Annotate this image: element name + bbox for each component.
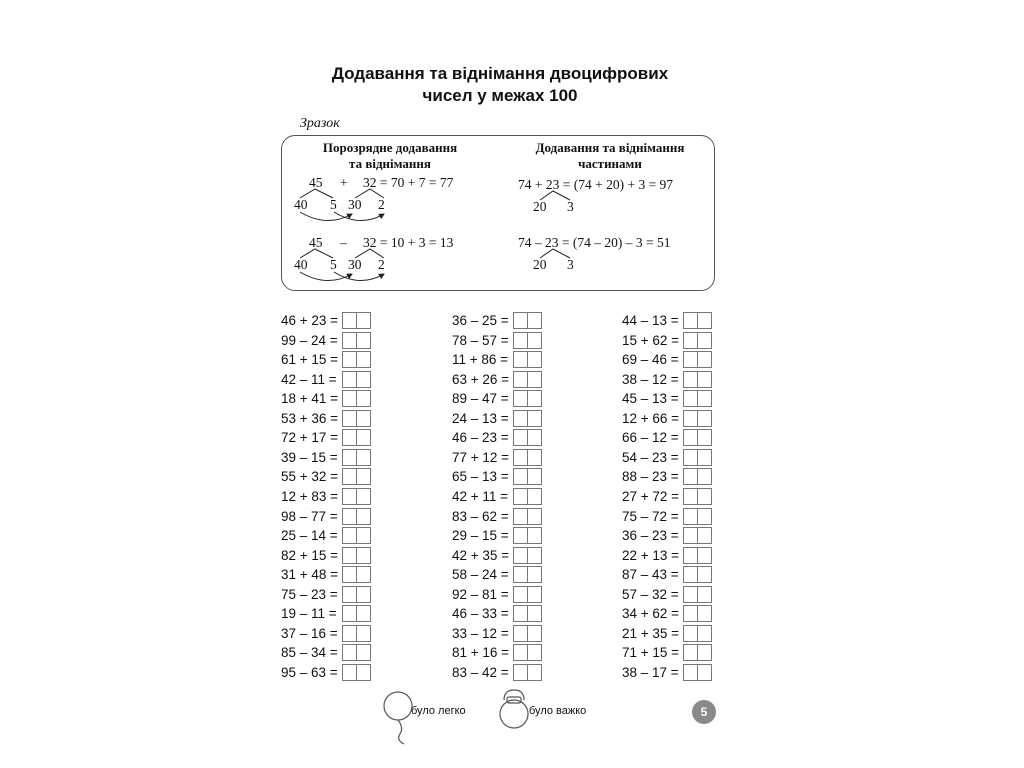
- exercise-row: [622, 604, 712, 623]
- exercise-row: [281, 428, 371, 447]
- exercise-row: [281, 389, 371, 408]
- exercise-expression: 65 – 13 =: [452, 469, 509, 485]
- exercise-row: [452, 428, 542, 447]
- answer-cell-units[interactable]: [697, 566, 712, 583]
- answer-cell-tens[interactable]: [513, 351, 528, 368]
- exercise-expression: 63 + 26 =: [452, 371, 510, 387]
- answer-cell-tens[interactable]: [683, 390, 698, 407]
- answer-cell-units[interactable]: [527, 449, 542, 466]
- left-ex2-part-3: 30: [348, 257, 362, 272]
- exercise-row: [452, 546, 542, 565]
- exercise-row: [622, 624, 712, 643]
- answer-cell-units[interactable]: [697, 312, 712, 329]
- answer-cell-units[interactable]: [697, 468, 712, 485]
- exercise-row: [281, 331, 371, 350]
- exercise-expression: 69 – 46 =: [622, 352, 679, 368]
- answer-cell-tens[interactable]: [342, 664, 357, 681]
- answer-cell-units[interactable]: [697, 605, 712, 622]
- left-ex1-part-4: 2: [378, 197, 385, 212]
- answer-cell-tens[interactable]: [513, 429, 528, 446]
- exercise-row: [452, 409, 542, 428]
- exercise-expression: 34 + 62 =: [622, 606, 680, 622]
- answer-cell-tens[interactable]: [342, 527, 357, 544]
- exercise-expression: 89 – 47 =: [452, 391, 509, 407]
- answer-cell-tens[interactable]: [342, 586, 357, 603]
- exercise-expression: 18 + 41 =: [281, 391, 339, 407]
- answer-cell-tens[interactable]: [683, 468, 698, 485]
- answer-cell-units[interactable]: [697, 586, 712, 603]
- answer-cell-tens[interactable]: [342, 390, 357, 407]
- left-ex1-op: +: [340, 175, 348, 190]
- left-header-line-1: Порозрядне додавання: [322, 140, 458, 155]
- answer-cell-units[interactable]: [356, 605, 371, 622]
- answer-cell-tens[interactable]: [342, 429, 357, 446]
- answer-cell-units[interactable]: [356, 371, 371, 388]
- exercise-row: [622, 487, 712, 506]
- exercise-row: [281, 565, 371, 584]
- exercise-row: [281, 311, 371, 330]
- answer-cell-units[interactable]: [356, 351, 371, 368]
- answer-cell-tens[interactable]: [513, 508, 528, 525]
- answer-cell-units[interactable]: [356, 390, 371, 407]
- exercise-row: [281, 467, 371, 486]
- answer-cell-tens[interactable]: [342, 605, 357, 622]
- exercise-expression: 99 – 24 =: [281, 332, 338, 348]
- answer-cell-units[interactable]: [697, 488, 712, 505]
- exercise-expression: 29 – 15 =: [452, 528, 509, 544]
- answer-cell-units[interactable]: [356, 547, 371, 564]
- exercise-row: [452, 643, 542, 662]
- answer-cell-units[interactable]: [527, 547, 542, 564]
- answer-cell-units[interactable]: [697, 664, 712, 681]
- exercise-row: [622, 663, 712, 682]
- answer-cell-units[interactable]: [527, 566, 542, 583]
- exercise-expression: 42 + 35 =: [452, 547, 510, 563]
- answer-cell-units[interactable]: [527, 605, 542, 622]
- exercise-expression: 37 – 16 =: [281, 625, 338, 641]
- answer-cell-units[interactable]: [527, 429, 542, 446]
- answer-cell-units[interactable]: [356, 429, 371, 446]
- exercise-row: [452, 467, 542, 486]
- answer-cell-units[interactable]: [356, 527, 371, 544]
- answer-cell-tens[interactable]: [683, 332, 698, 349]
- right-ex1-expr: 74 + 23 = (74 + 20) + 3 = 97: [518, 177, 674, 192]
- exercise-expression: 12 + 83 =: [281, 488, 339, 504]
- answer-cell-tens[interactable]: [683, 566, 698, 583]
- left-ex2-a: 45: [309, 235, 323, 250]
- exercise-expression: 39 – 15 =: [281, 449, 338, 465]
- exercise-row: [622, 428, 712, 447]
- answer-cell-tens[interactable]: [342, 371, 357, 388]
- exercise-row: [452, 526, 542, 545]
- exercise-expression: 42 + 11 =: [452, 488, 509, 504]
- answer-cell-tens[interactable]: [513, 371, 528, 388]
- exercise-expression: 36 – 25 =: [452, 313, 509, 328]
- answer-cell-units[interactable]: [527, 527, 542, 544]
- answer-cell-tens[interactable]: [683, 488, 698, 505]
- exercise-row: [281, 409, 371, 428]
- answer-cell-tens[interactable]: [342, 351, 357, 368]
- answer-cell-units[interactable]: [527, 390, 542, 407]
- answer-cell-units[interactable]: [697, 508, 712, 525]
- exercise-expression: 71 + 15 =: [622, 645, 680, 661]
- answer-cell-tens[interactable]: [683, 605, 698, 622]
- exercise-expression: 83 – 42 =: [452, 664, 509, 680]
- exercise-expression: 77 + 12 =: [452, 449, 510, 465]
- exercise-row: [452, 331, 542, 350]
- hard-label: було важко: [529, 705, 587, 717]
- exercise-expression: 55 + 32 =: [281, 469, 339, 485]
- answer-cell-tens[interactable]: [513, 488, 528, 505]
- answer-cell-tens[interactable]: [513, 644, 528, 661]
- answer-cell-tens[interactable]: [683, 625, 698, 642]
- left-ex2-rest: 32 = 10 + 3 = 13: [363, 235, 454, 250]
- exercise-expression: 58 – 24 =: [452, 567, 509, 583]
- exercise-row: [452, 585, 542, 604]
- answer-cell-units[interactable]: [527, 664, 542, 681]
- answer-cell-units[interactable]: [356, 410, 371, 427]
- answer-cell-tens[interactable]: [513, 312, 528, 329]
- answer-cell-units[interactable]: [697, 390, 712, 407]
- answer-cell-units[interactable]: [697, 410, 712, 427]
- exercise-row: [622, 526, 712, 545]
- exercise-expression: 31 + 48 =: [281, 567, 339, 583]
- right-ex2-part-1: 20: [533, 257, 547, 272]
- answer-cell-units[interactable]: [527, 625, 542, 642]
- answer-cell-tens[interactable]: [683, 664, 698, 681]
- answer-cell-units[interactable]: [356, 488, 371, 505]
- answer-cell-tens[interactable]: [342, 644, 357, 661]
- answer-cell-units[interactable]: [697, 449, 712, 466]
- exercise-expression: 25 – 14 =: [281, 528, 338, 544]
- left-ex1-a: 45: [309, 175, 323, 190]
- exercise-expression: 15 + 62 =: [622, 332, 680, 348]
- exercise-expression: 38 – 17 =: [622, 664, 679, 680]
- answer-cell-tens[interactable]: [683, 410, 698, 427]
- page-title: [280, 63, 720, 107]
- exercise-expression: 98 – 77 =: [281, 508, 338, 524]
- answer-cell-units[interactable]: [356, 508, 371, 525]
- answer-cell-units[interactable]: [356, 332, 371, 349]
- answer-cell-tens[interactable]: [513, 449, 528, 466]
- exercise-expression: 83 – 62 =: [452, 508, 509, 524]
- answer-cell-units[interactable]: [697, 429, 712, 446]
- exercise-expression: 75 – 23 =: [281, 586, 338, 602]
- exercise-row: [281, 604, 371, 623]
- left-ex1-part-2: 5: [330, 197, 337, 212]
- answer-cell-units[interactable]: [527, 508, 542, 525]
- answer-cell-units[interactable]: [527, 586, 542, 603]
- balloon-icon: [384, 692, 412, 744]
- answer-cell-tens[interactable]: [513, 625, 528, 642]
- left-ex2-part-2: 5: [330, 257, 337, 272]
- exercise-expression: 72 + 17 =: [281, 430, 339, 446]
- exercise-row: [281, 448, 371, 467]
- answer-cell-tens[interactable]: [683, 508, 698, 525]
- answer-cell-tens[interactable]: [513, 547, 528, 564]
- answer-cell-units[interactable]: [356, 625, 371, 642]
- left-ex2-part-4: 2: [378, 257, 385, 272]
- exercise-expression: 11 + 86 =: [452, 352, 509, 368]
- exercise-row: [281, 487, 371, 506]
- exercise-expression: 12 + 66 =: [622, 410, 680, 426]
- exercise-row: [622, 585, 712, 604]
- exercise-row: [452, 350, 542, 369]
- exercise-row: [452, 663, 542, 682]
- answer-cell-tens[interactable]: [342, 449, 357, 466]
- exercise-row: [622, 546, 712, 565]
- answer-cell-tens[interactable]: [513, 390, 528, 407]
- answer-cell-units[interactable]: [697, 351, 712, 368]
- exercise-row: [281, 643, 371, 662]
- exercise-row: [452, 624, 542, 643]
- exercise-row: [622, 565, 712, 584]
- right-header-line-2: частинами: [578, 156, 642, 171]
- answer-cell-units[interactable]: [697, 371, 712, 388]
- exercise-expression: 22 + 13 =: [622, 547, 680, 563]
- answer-cell-units[interactable]: [356, 566, 371, 583]
- answer-cell-tens[interactable]: [513, 332, 528, 349]
- answer-cell-tens[interactable]: [683, 371, 698, 388]
- page-number: 5: [692, 700, 716, 724]
- exercise-row: [281, 663, 371, 682]
- exercise-row: [452, 507, 542, 526]
- exercise-expression: 33 – 12 =: [452, 625, 509, 641]
- exercise-row: [281, 546, 371, 565]
- right-ex2-expr: 74 – 23 = (74 – 20) – 3 = 51: [518, 235, 671, 250]
- left-ex2-part-1: 40: [294, 257, 308, 272]
- answer-cell-tens[interactable]: [513, 527, 528, 544]
- exercise-expression: 46 + 23 =: [281, 313, 339, 328]
- exercise-row: [622, 467, 712, 486]
- left-header: [300, 140, 480, 172]
- exercise-row: [281, 507, 371, 526]
- answer-cell-tens[interactable]: [683, 527, 698, 544]
- exercise-row: [452, 389, 542, 408]
- exercise-expression: 46 – 33 =: [452, 606, 509, 622]
- exercise-row: [452, 448, 542, 467]
- exercise-row: [281, 585, 371, 604]
- exercise-expression: 61 + 15 =: [281, 352, 339, 368]
- answer-cell-units[interactable]: [697, 644, 712, 661]
- exercise-expression: 24 – 13 =: [452, 410, 509, 426]
- easy-label: було легко: [411, 705, 466, 717]
- exercise-expression: 57 – 32 =: [622, 586, 679, 602]
- right-ex1-part-1: 20: [533, 199, 547, 214]
- answer-cell-tens[interactable]: [342, 332, 357, 349]
- answer-cell-tens[interactable]: [683, 547, 698, 564]
- exercise-expression: 78 – 57 =: [452, 332, 509, 348]
- right-header-line-1: Додавання та віднімання: [535, 140, 685, 155]
- exercise-expression: 82 + 15 =: [281, 547, 339, 563]
- answer-cell-tens[interactable]: [342, 468, 357, 485]
- exercise-row: [281, 350, 371, 369]
- exercise-row: [452, 487, 542, 506]
- answer-cell-units[interactable]: [527, 312, 542, 329]
- answer-cell-tens[interactable]: [513, 586, 528, 603]
- answer-cell-tens[interactable]: [683, 449, 698, 466]
- answer-cell-units[interactable]: [356, 468, 371, 485]
- exercise-expression: 53 + 36 =: [281, 410, 339, 426]
- exercise-expression: 27 + 72 =: [622, 488, 680, 504]
- left-ex1-rest: 32 = 70 + 7 = 77: [363, 175, 454, 190]
- exercise-expression: 81 + 16 =: [452, 645, 510, 661]
- right-ex1-part-2: 3: [567, 199, 574, 214]
- sample-label: Зразок: [300, 116, 340, 131]
- exercise-row: [622, 311, 712, 330]
- exercise-expression: 87 – 43 =: [622, 567, 679, 583]
- exercise-expression: 42 – 11 =: [281, 371, 337, 387]
- exercise-row: [281, 624, 371, 643]
- answer-cell-units[interactable]: [356, 449, 371, 466]
- answer-cell-tens[interactable]: [342, 488, 357, 505]
- exercise-expression: 21 + 35 =: [622, 625, 680, 641]
- exercise-expression: 66 – 12 =: [622, 430, 679, 446]
- exercise-row: [281, 370, 371, 389]
- kettlebell-icon: [500, 690, 528, 728]
- exercise-row: [452, 604, 542, 623]
- answer-cell-tens[interactable]: [513, 566, 528, 583]
- answer-cell-tens[interactable]: [342, 547, 357, 564]
- answer-cell-tens[interactable]: [513, 410, 528, 427]
- exercise-expression: 88 – 23 =: [622, 469, 679, 485]
- answer-cell-units[interactable]: [527, 371, 542, 388]
- title-line-2: чисел у межах 100: [422, 86, 578, 105]
- exercise-expression: 38 – 12 =: [622, 371, 679, 387]
- exercise-row: [622, 507, 712, 526]
- answer-cell-units[interactable]: [527, 351, 542, 368]
- answer-cell-tens[interactable]: [342, 625, 357, 642]
- exercise-row: [281, 526, 371, 545]
- exercise-expression: 44 – 13 =: [622, 313, 679, 328]
- answer-cell-units[interactable]: [697, 527, 712, 544]
- answer-cell-units[interactable]: [527, 468, 542, 485]
- exercise-expression: 95 – 63 =: [281, 664, 338, 680]
- exercise-row: [622, 409, 712, 428]
- answer-cell-tens[interactable]: [683, 644, 698, 661]
- left-header-line-2: та віднімання: [349, 156, 431, 171]
- title-line-1: Додавання та віднімання двоцифрових: [331, 64, 669, 83]
- exercise-expression: 45 – 13 =: [622, 391, 679, 407]
- exercise-expression: 19 – 11 =: [281, 606, 337, 622]
- left-ex1-part-1: 40: [294, 197, 308, 212]
- answer-cell-units[interactable]: [697, 332, 712, 349]
- exercise-row: [622, 643, 712, 662]
- answer-cell-units[interactable]: [356, 312, 371, 329]
- exercise-row: [452, 370, 542, 389]
- exercise-expression: 46 – 23 =: [452, 430, 509, 446]
- answer-cell-units[interactable]: [356, 586, 371, 603]
- answer-cell-tens[interactable]: [513, 664, 528, 681]
- answer-cell-units[interactable]: [527, 332, 542, 349]
- exercise-row: [622, 389, 712, 408]
- answer-cell-tens[interactable]: [683, 586, 698, 603]
- answer-cell-units[interactable]: [527, 488, 542, 505]
- exercise-expression: 92 – 81 =: [452, 586, 509, 602]
- answer-cell-tens[interactable]: [513, 468, 528, 485]
- answer-cell-units[interactable]: [527, 644, 542, 661]
- left-ex2-op: –: [340, 235, 347, 250]
- exercise-row: [622, 370, 712, 389]
- right-header: [515, 140, 705, 172]
- answer-cell-tens[interactable]: [683, 312, 698, 329]
- left-ex1-part-3: 30: [348, 197, 362, 212]
- answer-cell-tens[interactable]: [342, 566, 357, 583]
- exercise-row: [622, 331, 712, 350]
- answer-cell-units[interactable]: [356, 664, 371, 681]
- exercise-row: [452, 565, 542, 584]
- answer-cell-tens[interactable]: [342, 312, 357, 329]
- exercise-expression: 54 – 23 =: [622, 449, 679, 465]
- exercise-row: [622, 350, 712, 369]
- answer-cell-tens[interactable]: [513, 605, 528, 622]
- right-ex2-part-2: 3: [567, 257, 574, 272]
- exercise-row: [452, 311, 542, 330]
- exercise-row: [622, 448, 712, 467]
- answer-cell-units[interactable]: [697, 547, 712, 564]
- answer-cell-units[interactable]: [356, 644, 371, 661]
- exercise-expression: 75 – 72 =: [622, 508, 679, 524]
- exercise-expression: 85 – 34 =: [281, 645, 338, 661]
- answer-cell-tens[interactable]: [683, 351, 698, 368]
- answer-cell-tens[interactable]: [342, 410, 357, 427]
- answer-cell-tens[interactable]: [683, 429, 698, 446]
- answer-cell-tens[interactable]: [342, 508, 357, 525]
- answer-cell-units[interactable]: [527, 410, 542, 427]
- answer-cell-units[interactable]: [697, 625, 712, 642]
- exercise-expression: 36 – 23 =: [622, 528, 679, 544]
